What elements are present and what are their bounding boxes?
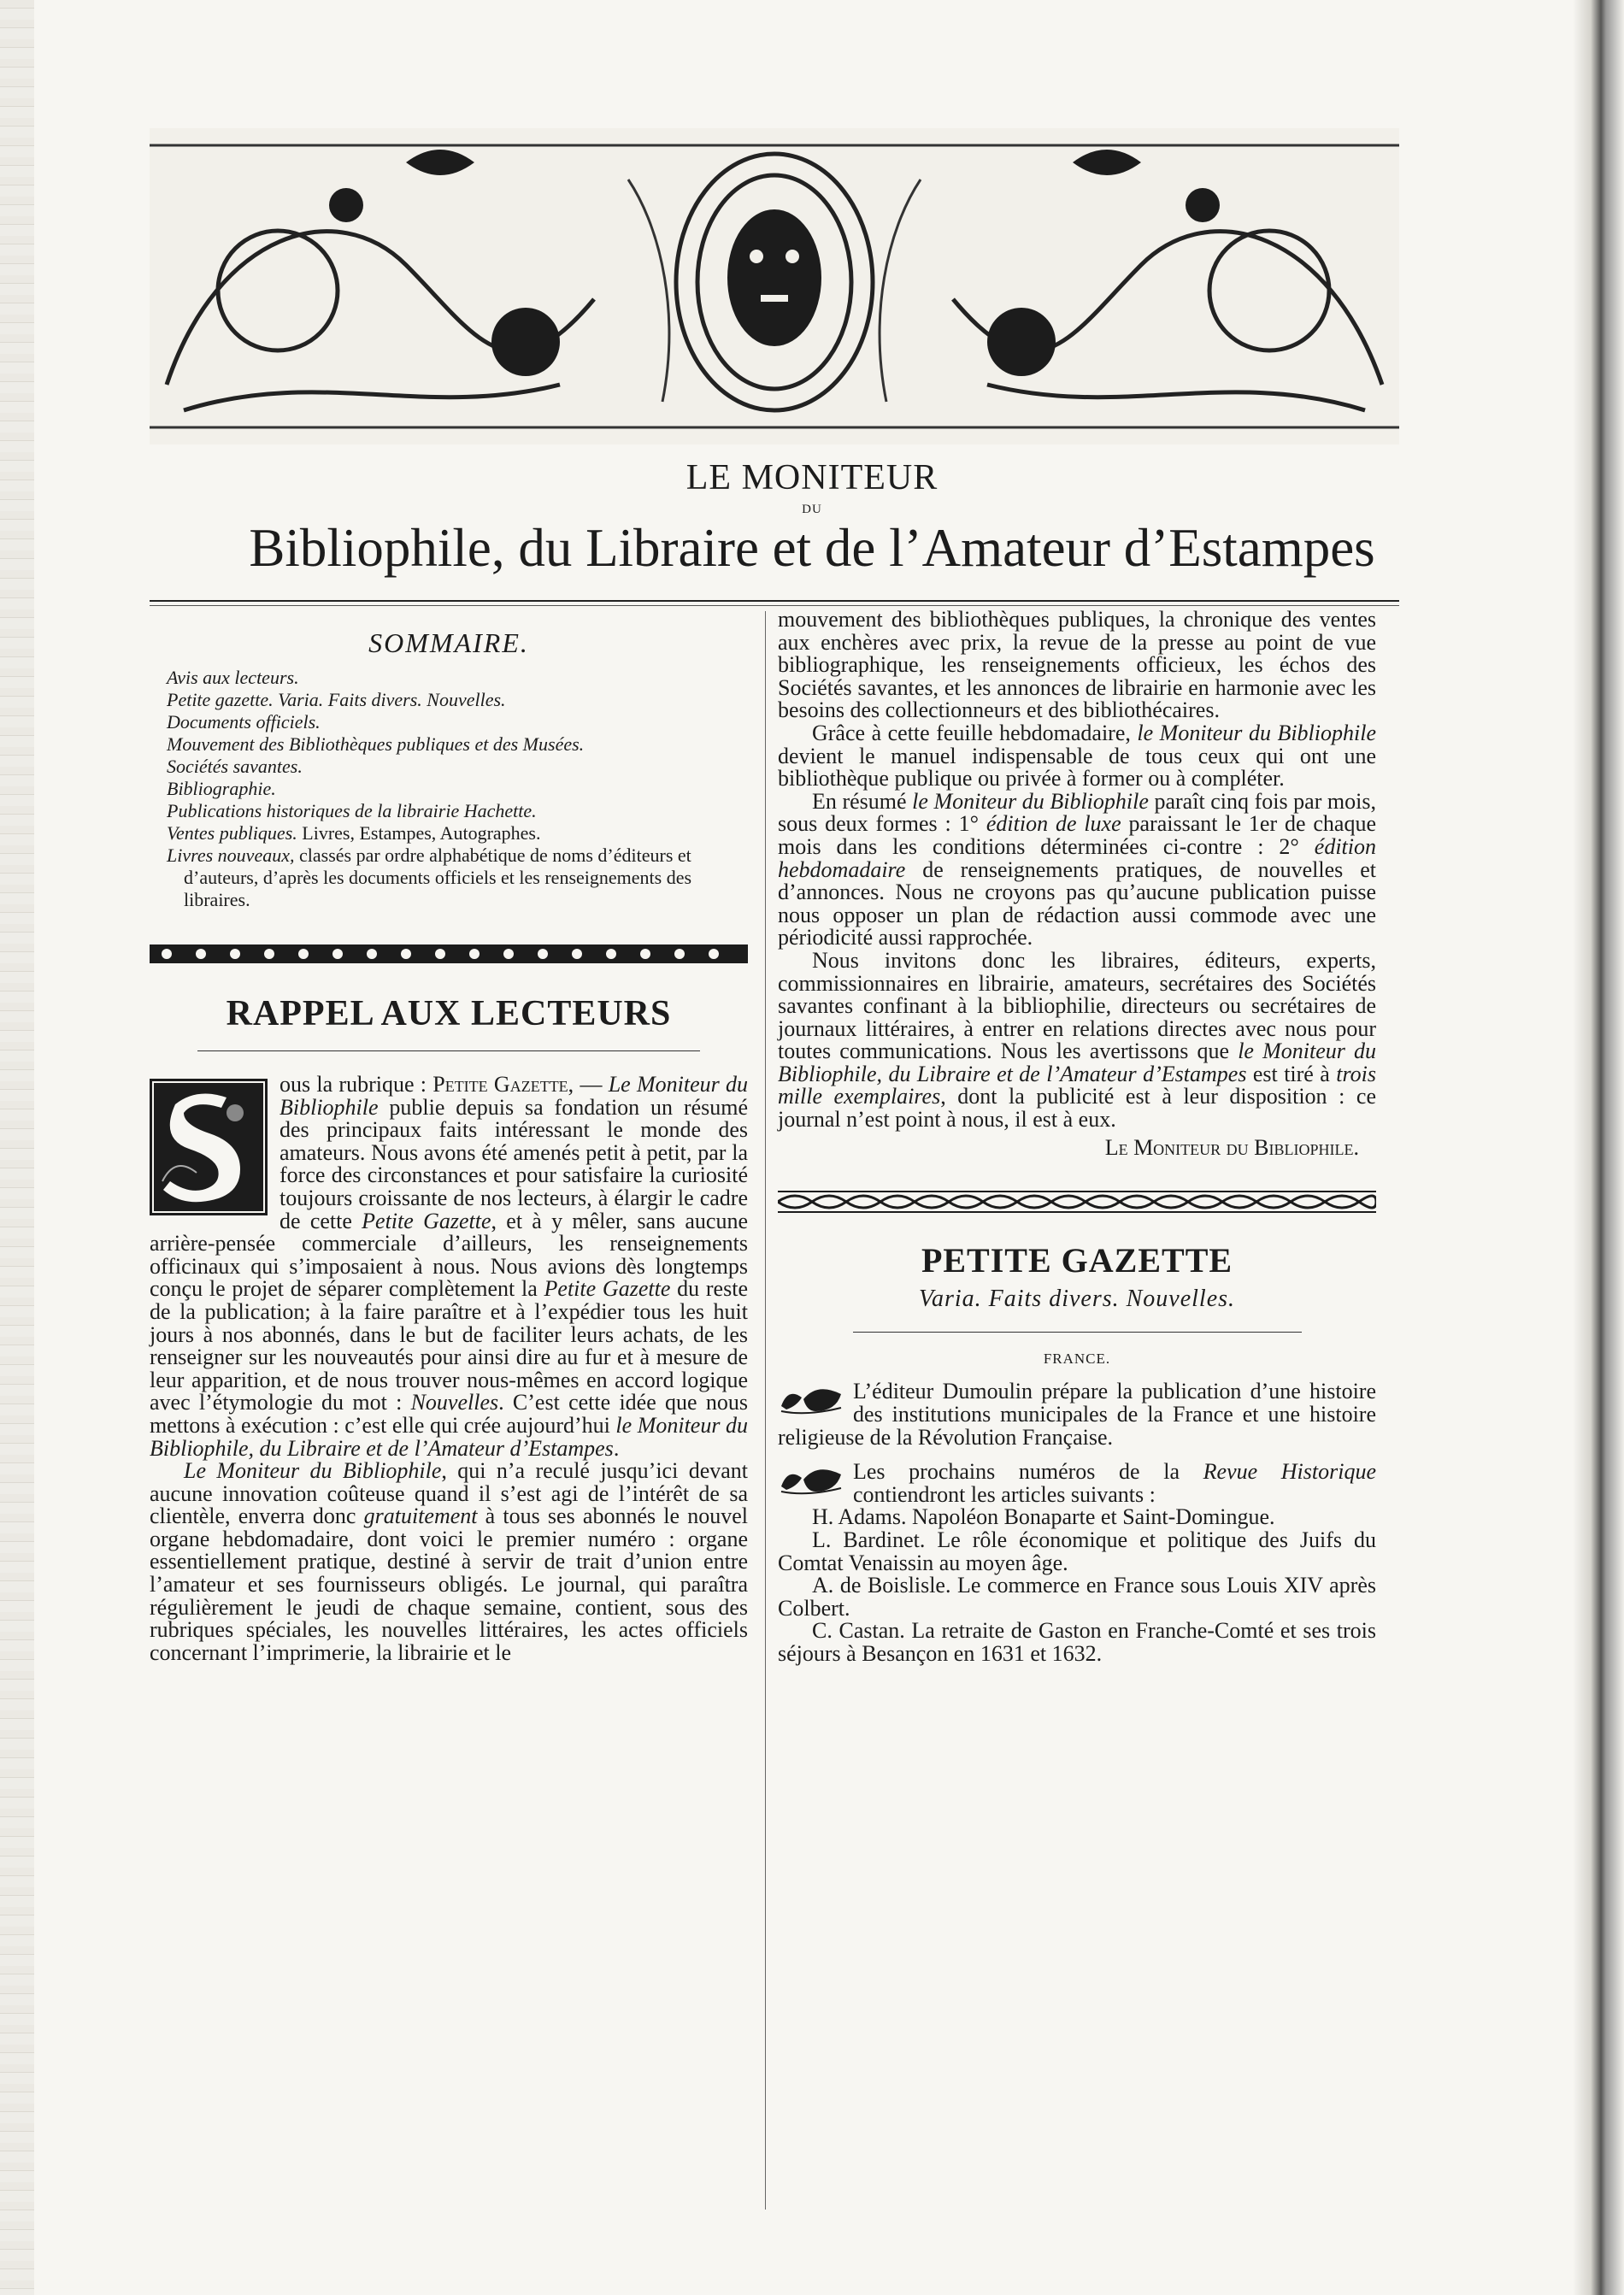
column-divider <box>765 611 766 2210</box>
sommaire-item-livres <box>167 844 748 911</box>
ornamental-header-banner <box>150 128 1399 444</box>
sommaire-item: Mouvement des Bibliothèques publiques et des Musées. <box>167 733 585 755</box>
rappel-paragraph-3: mouvement des bibliothèques publiques, la chronique des ventes aux enchères avec prix, la revue de la presse au point de vue bibliographique, les renseignements officieux, les échos des Sociétés savantes, et les annonces de librairie en harmonie avec les besoins des collectionneurs et des bibliothécaires. <box>778 607 1376 723</box>
gazette-article: L. Bardinet. Le rôle économique et politique des Juifs du Comtat Venaissin au moyen âge. <box>778 1527 1376 1575</box>
fleuron-icon <box>778 1461 846 1498</box>
gazette-country: FRANCE. <box>1043 1350 1111 1367</box>
sommaire-item: Publications historiques de la librairie Hachette. <box>167 800 537 821</box>
ornament-band-right <box>778 1189 1376 1215</box>
fleuron-icon <box>778 1380 846 1418</box>
rappel-paragraph-6: Nous invitons donc les libraires, éditeurs, experts, commissionnaires en librairie, amateurs, secrétaires des Sociétés savantes confinant à la bibliophilie, directeurs ou secrétaires de journaux littéraires, à entrer en relations directes avec nous pour toutes communications. Nous les avertissons que le Moniteur du Bibliophile, du Libraire et de l’Amateur d’Estampes est tiré à trois mille exemplaires, dont la publicité est à leur disposition : ce journal n’est point à nous, il est à eux. <box>778 947 1376 1133</box>
rappel-title-rule <box>197 1050 700 1051</box>
rappel-paragraph-2: Le Moniteur du Bibliophile, qui n’a reculé jusqu’ici devant aucune innovation coûteuse quand il s’est agi de l’intérêt de sa clientèle, enverra donc gratuitement à tous ses abonnés le nouvel organe hebdomadaire, dont voici le premier numéro : organe essentiellement pratique, destiné à servir de trait d’union entre l’amateur et ses fournisseurs obligés. Le journal, qui paraîtra régulièrement le jeudi de chaque semaine, contient, sous des rubriques spéciales, les nouvelles littéraires, les actes officiels concernant l’imprimerie, la librairie et le <box>150 1458 749 1665</box>
gazette-entry-1-text: L’éditeur Dumoulin prépare la publication d’une histoire des institutions municipales de la France et une histoire religieuse de la Révolution Française. <box>778 1379 1376 1450</box>
gazette-article: C. Castan. La retraite de Gaston en Franche-Comté et ses trois séjours à Besançon en 1631 et 1632. <box>778 1618 1376 1666</box>
gazette-entry-1 <box>778 1380 1376 1449</box>
sommaire-item: Avis aux lecteurs. <box>167 667 299 688</box>
livres-label: Livres nouveaux, <box>167 844 295 866</box>
page-right-edge <box>1573 0 1624 2295</box>
masthead-rule <box>150 600 1399 602</box>
gazette-entry-2-text: Les prochains numéros de la Revue Historique contiendront les articles suivants : <box>853 1459 1376 1507</box>
masthead-title: Bibliophile, du Libraire et de l’Amateur d’Estampes <box>249 518 1375 578</box>
gazette-article: A. de Boislisle. Le commerce en France sous Louis XIV après Colbert. <box>778 1573 1376 1621</box>
livres-rest: classés par ordre alphabétique de noms d’éditeurs et d’auteurs, d’après les documents officiels et les renseignements des libraires. <box>184 844 692 910</box>
sommaire-item-ventes <box>167 822 748 844</box>
rappel-title: RAPPEL AUX LECTEURS <box>226 994 672 1033</box>
rappel-paragraph-5: En résumé le Moniteur du Bibliophile paraît cinq fois par mois, sous deux formes : 1° édition de luxe paraissant le 1er de chaque mois dans les conditions déterminées ci-contre : 2° édition hebdomadaire de renseignements pratiques, de nouvelles et d’annonces. Nous ne croyons pas qu’aucune publication puisse nous opposer un plan de rédaction aussi commode avec une périodicité aussi rapprochée. <box>778 788 1376 950</box>
sommaire-list <box>150 667 748 911</box>
sommaire-item: Bibliographie. <box>167 778 276 799</box>
gazette-article: H. Adams. Napoléon Bonaparte et Saint-Domingue. <box>812 1504 1275 1530</box>
sommaire-item: Documents officiels. <box>167 711 321 733</box>
masthead-line2: DU <box>802 503 822 516</box>
left-column <box>150 609 748 1664</box>
gazette-title: PETITE GAZETTE <box>921 1241 1233 1280</box>
gazette-subtitle: Varia. Faits divers. Nouvelles. <box>918 1286 1236 1313</box>
sommaire-item: Sociétés savantes. <box>167 756 303 777</box>
gazette-rule <box>853 1332 1302 1333</box>
rappel-body <box>150 1074 748 1664</box>
sommaire-title: SOMMAIRE. <box>368 627 529 658</box>
gazette-entry-2 <box>778 1461 1376 1665</box>
rappel-paragraph-4: Grâce à cette feuille hebdomadaire, le Moniteur du Bibliophile devient le manuel indispensable de tous ceux qui ont une bibliothèque publique ou privée à former ou à compléter. <box>778 720 1376 791</box>
right-column <box>778 609 1376 1666</box>
ventes-rest: Livres, Estampes, Autographes. <box>297 822 541 844</box>
ornament-band-left <box>150 941 748 967</box>
masthead-rule-thin <box>150 605 1399 606</box>
rappel-paragraph-1: ous la rubrique : Petite Gazette, — Le Moniteur du Bibliophile publie depuis sa fondation un résumé des principaux faits intéressant le monde des amateurs. Nous avons été amenés petit à petit, par la force des circonstances et pour satisfaire la curiosité toujours croissante de nos lecteurs, à élargir le cadre de cette Petite Gazette, et à y mêler, sans aucune arrière-pensée commerciale d’ailleurs, les renseignements officinaux qui s’imposaient à nous. Nous avions dès longtemps conçu le projet de séparer complètement la Petite Gazette du reste de la publication; à la faire paraître et à l’expédier tous les huit jours à nos abonnés, dans le but de faciliter leurs achats, de les renseigner sur les nouveautés pour ainsi dire au fur et à mesure de leur apparition, et de nous trouver nous-mêmes en accord logique avec l’étymologie du mot : Nouvelles. C’est cette idée que nous mettons à exécution : c’est elle qui crée aujourd’hui le Moniteur du Bibliophile, du Libraire et de l’Amateur d’Estampes. <box>150 1072 749 1461</box>
rappel-signature: Le Moniteur du Bibliophile. <box>1104 1134 1359 1160</box>
sommaire-item: Petite gazette. Varia. Faits divers. Nouvelles. <box>167 689 506 710</box>
dropcap-s-icon <box>150 1079 268 1215</box>
ventes-label: Ventes publiques. <box>167 822 297 844</box>
masthead-line1: LE MONITEUR <box>685 458 939 497</box>
page-left-edge <box>0 0 34 2295</box>
